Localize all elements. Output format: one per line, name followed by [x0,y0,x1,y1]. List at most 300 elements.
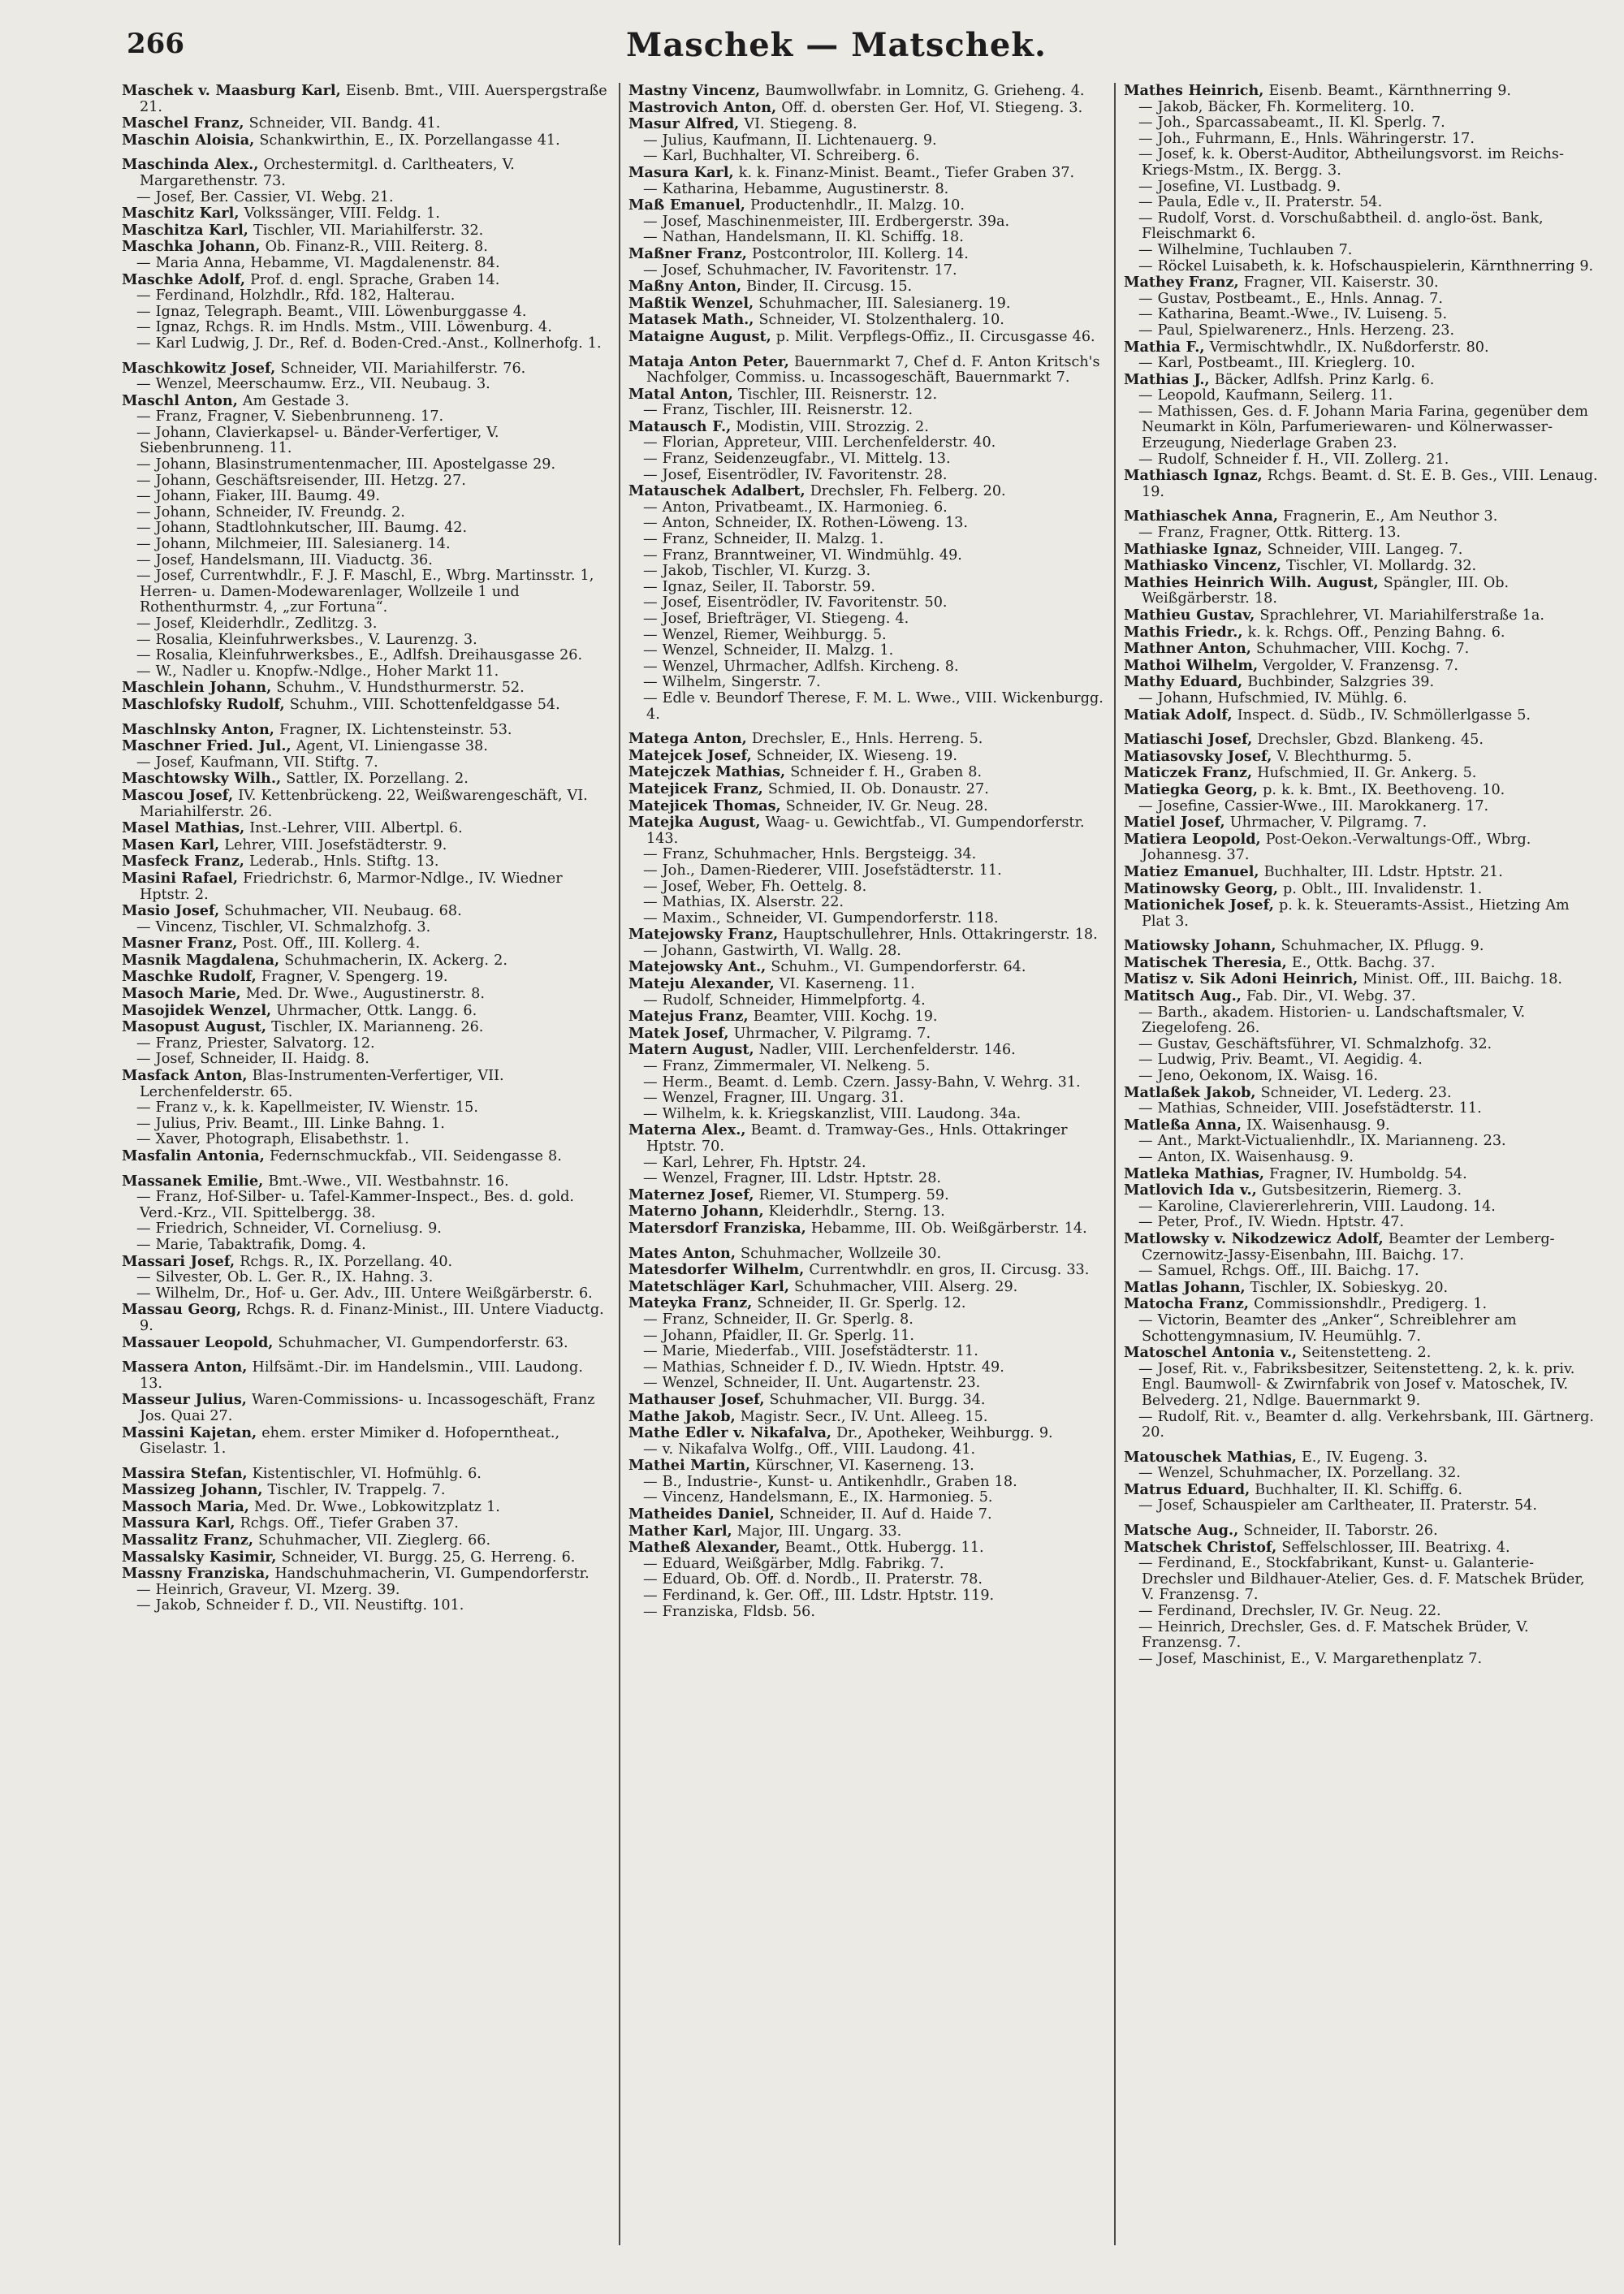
entry-text: — Franz, Schneider, II. Gr. Sperlg. 8. [643,1311,914,1328]
entry-name: Matek Josef, [628,1024,729,1042]
entry-text: — Josef, Briefträger, VI. Stiegeng. 4. [643,611,909,627]
directory-entry [628,1376,1104,1392]
directory-entry [628,1203,1104,1220]
entry-text: — Franz v., k. k. Kapellmeister, IV. Wienstr. 15. [136,1099,478,1117]
directory-entry [628,863,1104,879]
entry-name: Matejowsky Franz, [628,926,779,944]
directory-entry [1124,971,1600,988]
directory-entry [628,675,1104,691]
entry-text: Postcontrolor, III. Kollerg. 14. [751,245,969,262]
entry-name: Massanek Emilie, [122,1172,264,1190]
entry-text: — Maria Anna, Hebamme, VI. Magdalenenstr. 84. [136,254,500,271]
entry-text: Bäcker, Adlfsh. Prinz Karlg. 6. [1214,371,1435,388]
entry-name: Matiera Leopold, [1124,830,1261,848]
entry-text: — Jakob, Bäcker, Fh. Kormeliterg. 10. [1138,98,1415,115]
directory-entry [628,1409,1104,1426]
directory-entry [122,633,607,649]
directory-entry [1124,115,1600,132]
directory-entry [628,182,1104,198]
entry-name: Matejowsky Ant., [628,958,767,976]
directory-entry [122,853,607,871]
entry-text: Schneider, II. Gr. Sperlg. 12. [757,1295,966,1312]
entry-text: — Joh., Damen-Riederer, VIII. Josefstädterstr. 11. [643,862,1002,879]
directory-entry [122,305,607,321]
directory-entry [1124,1264,1600,1280]
page-header [106,28,1567,70]
entry-name: Massau Georg, [122,1301,242,1319]
directory-entry [122,1173,607,1190]
entry-text: Nadler, VIII. Lerchenfelderstr. 146. [758,1042,1016,1059]
directory-entry [122,377,607,393]
directory-entry [122,1019,607,1036]
entry-name: Matiel Josef, [1124,814,1225,832]
directory-entry [122,205,607,222]
entry-text: p. k. k. Bmt., IX. Beethoveng. 10. [1263,781,1505,798]
entry-text: Schneider, VII. Bandg. 41. [248,115,441,132]
directory-entry [122,115,607,132]
entry-text: — W., Nadler u. Knopfw.-Ndlge., Hoher Markt 11. [136,663,499,680]
entry-text: VI. Stiegeng. 8. [744,116,857,133]
directory-entry [1124,404,1600,452]
directory-entry [122,837,607,854]
entry-text: Bauernmarkt 7, Chef d. F. Anton Kritsch's Nachfolger, Commiss. u. Incassogeschäft, Bauernmarkt 7. [646,353,1100,387]
directory-entry [1124,1215,1600,1231]
directory-entry [122,409,607,426]
directory-entry [1124,1037,1600,1053]
directory-entry [122,473,607,490]
entry-text: Uhrmacher, Ottk. Langg. 6. [276,1002,477,1019]
directory-entry [628,643,1104,659]
entry-name: Maßny Anton, [628,278,742,296]
directory-entry [1124,607,1600,624]
directory-entry [628,879,1104,896]
entry-text: p. Milit. Verpflegs-Offiz., II. Circusgasse 46. [775,328,1095,345]
entry-name: Masen Karl, [122,836,220,853]
entry-text: — Josef, Maschinenmeister, III. Erdbergerstr. 39a. [643,213,1010,230]
entry-text: — Röckel Luisabeth, k. k. Hofschauspielerin, Kärnthnerring 9. [1138,257,1594,274]
entry-text: Schneider, VI. Burgg. 25, G. Herreng. 6. [281,1549,576,1566]
entry-name: Mathia F., [1124,338,1205,356]
directory-entry [628,1557,1104,1573]
entry-text: — Wilhelm, Dr., Hof- u. Ger. Adv., III. Untere Weißgärberstr. 6. [136,1285,593,1302]
entry-name: Mathy Eduard, [1124,673,1243,691]
entry-text: — B., Industrie-, Kunst- u. Antikenhdlr., Graben 18. [643,1473,1017,1490]
directory-entry [628,1588,1104,1605]
entry-text: — Josef, Weber, Fh. Oettelg. 8. [643,878,867,895]
entry-text: — Josef, Kleiderhdlr., Zedlitzg. 3. [136,616,378,632]
directory-entry [628,628,1104,644]
entry-text: Currentwhdlr. en gros, II. Circusg. 33. [809,1262,1090,1279]
directory-entry [122,953,607,970]
entry-name: Matetschläger Karl, [628,1277,789,1295]
directory-entry [628,100,1104,117]
entry-name: Maschek v. Maasburg Karl, [122,83,341,99]
entry-text: — Josef, Rit. v., Fabriksbesitzer, Seitenstetteng. 2, k. k. priv. Engl. Baumwoll- & Zwirnfabrik von Josef v. Matoschek, IV. Belvederg. 21, Ndlge. Bauernmarkt 9. [1138,1360,1575,1409]
entry-text: — Jeno, Oekonom, IX. Waisg. 16. [1138,1068,1378,1085]
entry-text: — Rudolf, Vorst. d. Vorschußabtheil. d. anglo-öst. Bank, Fleischmarkt 6. [1138,210,1544,243]
directory-entry [1124,1449,1600,1467]
entry-text: Bmt.-Wwe., VII. Westbahnstr. 16. [268,1173,509,1190]
entry-name: Matejicek Thomas, [628,797,781,814]
entry-text: Schneider, VII. Mariahilferstr. 76. [280,360,526,377]
directory-entry [1124,508,1600,525]
entry-name: Mather Karl, [628,1522,732,1540]
entry-text: — Samuel, Rchgs. Off., III. Baichg. 17. [1138,1263,1419,1280]
entry-text: — Franz, Seidenzeugfabr., VI. Mittelg. 13. [643,451,951,468]
entry-text: Kleiderhdlr., Sterng. 13. [768,1203,945,1220]
directory-entry [122,1566,607,1583]
directory-entry [122,1302,607,1334]
directory-entry [122,1392,607,1424]
entry-text: — Rudolf, Rit. v., Beamter d. allg. Verkehrsbank, III. Gärtnerg. 20. [1138,1408,1594,1441]
directory-entry [122,1466,607,1483]
directory-entry [628,1187,1104,1204]
entry-name: Masfalin Antonia, [122,1147,265,1164]
entry-text: Seitenstetteng. 2. [1302,1345,1432,1362]
entry-name: Mastrovich Anton, [628,98,777,116]
entry-name: Matausch F., [628,417,732,435]
entry-text: p. Oblt., III. Invalidenstr. 1. [1283,880,1483,897]
directory-entry [628,1442,1104,1458]
entry-text: Orchestermitgl. d. Carltheaters, V. Margarethenstr. 73. [140,157,515,189]
entry-name: Mationichek Josef, [1124,896,1274,914]
directory-entry [122,935,607,953]
directory-entry [1124,1150,1600,1166]
entry-text: — Rudolf, Schneider f. H., VII. Zollerg. 21. [1138,451,1449,468]
directory-entry [1124,1345,1600,1362]
directory-entry [122,986,607,1003]
entry-text: — Jakob, Tischler, VI. Kurzg. 3. [643,563,871,580]
entry-text: — Wenzel, Meerschaumw. Erz., VII. Neubaug. 3. [136,376,490,393]
entry-text: — Josef, Schuhmacher, IV. Favoritenstr. 17. [643,261,957,279]
directory-entry [122,648,607,664]
entry-text: Kistentischler, VI. Hofmühlg. 6. [252,1465,482,1482]
directory-entry [1124,195,1600,211]
entry-text: — Marie, Tabaktrafik, Domg. 4. [136,1236,366,1253]
directory-entry [122,969,607,986]
directory-entry [1124,274,1600,292]
entry-name: Maschitz Karl, [122,205,240,222]
directory-entry [122,489,607,505]
entry-name: Matocha Franz, [1124,1295,1250,1313]
entry-name: Maschkowitz Josef, [122,359,276,377]
entry-name: Massari Josef, [122,1252,235,1270]
directory-entry [628,1425,1104,1442]
entry-text: Schuhmacherin, IX. Ackerg. 2. [284,952,508,969]
entry-text: Handschuhmacherin, VI. Gumpendorferstr. [274,1566,590,1583]
entry-name: Mathner Anton, [1124,640,1251,658]
entry-text: Schuhmacher, VI. Gumpendorferstr. 63. [278,1334,568,1351]
entry-name: Maßtik Wenzel, [628,294,754,312]
entry-text: Eisenb. Beamt., Kärnthnerring 9. [1268,83,1511,99]
entry-text: — Mathissen, Ges. d. F. Johann Maria Farina, gegenüber dem Neumarkt in Köln, Parfumeriewaren- und Kölnerwasser-Erzeugung, Niederlage Graben 23. [1138,403,1588,452]
entry-text: Tischler, VII. Mariahilferstr. 32. [253,222,484,239]
directory-entry [1124,1101,1600,1117]
entry-text: Med. Dr. Wwe., Lobkowitzplatz 1. [254,1498,500,1515]
directory-entry [628,1540,1104,1557]
directory-entry [122,288,607,305]
entry-text: Buchbinder, Salzgries 39. [1247,674,1435,691]
entry-name: Maschel Franz, [122,114,244,132]
directory-entry [122,920,607,936]
directory-entry [628,133,1104,149]
entry-text: Tischler, IV. Trappelg. 7. [267,1482,446,1499]
entry-text: — Franz, Fragner, V. Siebenbrunneng. 17. [136,408,444,426]
entry-text: Drechsler, E., Hnls. Herreng. 5. [751,731,983,748]
entry-text: — Ant., Markt-Victualienhdlr., IX. Marianneng. 23. [1138,1133,1506,1150]
directory-entry [122,616,607,633]
entry-name: Maschlnsky Anton, [122,720,274,738]
directory-entry [1124,765,1600,782]
entry-name: Matheß Alexander, [628,1539,780,1557]
entry-name: Maschke Rudolf, [122,968,257,986]
column-3 [1114,83,1600,2245]
directory-entry [1124,1482,1600,1499]
directory-entry [122,1238,607,1254]
entry-name: Matern August, [628,1041,754,1059]
directory-entry [122,361,607,378]
directory-entry [628,403,1104,419]
entry-text: Beamt., Ottk. Hubergg. 11. [784,1540,984,1557]
entry-text: Beamter, VIII. Kochg. 19. [753,1009,938,1026]
entry-name: Masio Josef, [122,902,220,920]
entry-text: — Ferdinand, Holzhdlr., Rfd. 182, Halterau. [136,287,456,305]
entry-text: Schuhmacher, VIII. Kochg. 7. [1256,641,1470,658]
directory-entry [1124,674,1600,691]
entry-text: Lederab., Hnls. Stiftg. 13. [248,853,439,871]
directory-entry [628,83,1104,100]
entry-text: — Josef, Eisentrödler, IV. Favoritenstr. 50. [643,594,948,611]
directory-entry [122,788,607,820]
entry-name: Mathis Friedr., [1124,623,1243,641]
entry-text: Drechsler, Gbzd. Blankeng. 45. [1257,732,1484,749]
entry-text: Tischler, VI. Mollardg. 32. [1286,558,1477,575]
entry-text: Agent, VI. Liniengasse 38. [296,738,488,755]
entry-name: Matsche Aug., [1124,1522,1239,1540]
entry-text: Productenhdlr., II. Malzg. 10. [749,197,965,214]
entry-text: — Joh., Fuhrmann, E., Hnls. Währingerstr. 17. [1138,130,1475,147]
directory-entry [628,814,1104,847]
directory-entry [122,1068,607,1100]
directory-entry [628,748,1104,765]
entry-text: Vermischtwhdlr., IX. Nußdorferstr. 80. [1209,339,1489,356]
directory-entry [628,1279,1104,1296]
entry-text: Schuhmacher, III. Salesianerg. 19. [758,295,1011,312]
entry-name: Mateyka Franz, [628,1294,753,1312]
entry-text: — Johann, Milchmeier, III. Salesianerg. 14. [136,536,451,553]
entry-name: Maschner Fried. Jul., [122,737,292,755]
entry-name: Matschek Christof, [1124,1538,1277,1556]
entry-name: Mathey Franz, [1124,274,1239,292]
entry-name: Matiasovsky Josef, [1124,747,1272,765]
entry-name: Matejczek Mathias, [628,763,786,781]
entry-name: Masel Mathias, [122,819,245,837]
entry-text: — Maxim., Schneider, VI. Gumpendorferstr. 118. [643,909,999,927]
directory-entry [628,532,1104,548]
directory-entry [1124,323,1600,339]
directory-entry [122,820,607,837]
entry-text: E., IV. Eugeng. 3. [1301,1449,1428,1466]
page-number: 266 [127,28,184,60]
entry-text: IX. Waisenhausg. 9. [1246,1117,1390,1134]
entry-name: Mathiaschek Anna, [1124,508,1279,525]
entry-name: Mathies Heinrich Wilh. August, [1124,573,1379,591]
entry-text: — Ferdinand, k. Ger. Off., III. Ldstr. Hptstr. 119. [643,1588,995,1605]
directory-entry [1124,955,1600,972]
entry-text: — Josefine, Cassier-Wwe., III. Marokkanerg. 17. [1138,797,1489,814]
directory-entry [122,771,607,788]
directory-entry [122,1499,607,1516]
entry-name: Matega Anton, [628,730,747,748]
entry-text: Schuhmacher, VII. Burgg. 34. [769,1391,986,1408]
entry-text: — Franz, Zimmermaler, VI. Nelkeng. 5. [643,1058,931,1075]
directory-entry [628,149,1104,165]
entry-text: — Ignaz, Telegraph. Beamt., VIII. Löwenburggasse 4. [136,303,527,320]
directory-entry [1124,1052,1600,1069]
directory-entry [1124,147,1600,179]
directory-entry [628,731,1104,748]
entry-text: Med. Dr. Wwe., Augustinerstr. 8. [245,986,485,1003]
entry-name: Masfack Anton, [122,1067,248,1085]
entry-name: Mascou Josef, [122,786,234,804]
entry-text: — Ferdinand, E., Stockfabrikant, Kunst- u. Galanterie-Drechsler und Bildhauer-Atelier, Ges. d. F. Matschek Brüder, V. Franzensg. 7. [1138,1555,1585,1604]
entry-name: Materna Alex., [628,1121,746,1139]
entry-text: — Johann, Gastwirth, VI. Wallg. 28. [643,942,901,959]
entry-text: IV. Kettenbrückeng. 22, Weißwarengeschäft, VI. Mariahilferstr. 26. [140,787,588,820]
entry-text: — Marie, Miederfab., VIII. Josefstädterstr. 11. [643,1343,978,1360]
directory-entry [1124,732,1600,749]
entry-text: — Paul, Spielwarenerz., Hnls. Herzeng. 23. [1138,322,1455,339]
entry-text: k. k. Rchgs. Off., Penzing Bahng. 6. [1247,624,1505,641]
entry-text: Kürschner, VI. Kaserneng. 13. [755,1458,974,1475]
entry-text: Prof. d. engl. Sprache, Graben 14. [250,271,500,288]
directory-entry [1124,1085,1600,1102]
entry-name: Massira Stefan, [122,1464,248,1482]
directory-entry [1124,452,1600,469]
directory-entry [628,1009,1104,1026]
entry-text: Federnschmuckfab., VII. Seidengasse 8. [269,1148,562,1164]
entry-text: Schneider, IV. Gr. Neug. 28. [785,797,988,814]
entry-text: Beamt. d. Tramway-Ges., Hnls. Ottakringer Hptstr. 70. [646,1122,1068,1155]
directory-entry [628,1171,1104,1187]
directory-entry [1124,575,1600,607]
entry-name: Matlaßek Jakob, [1124,1083,1256,1101]
entry-name: Massalsky Kasimir, [122,1548,277,1566]
entry-text: Drechsler, Fh. Felberg. 20. [810,483,1006,500]
directory-entry [1124,1604,1600,1620]
directory-entry [628,1572,1104,1588]
directory-entry [628,329,1104,346]
directory-entry [122,903,607,920]
entry-text: — Vincenz, Tischler, VI. Schmalzhofg. 3. [136,918,431,935]
entry-text: Uhrmacher, V. Pilgramg. 7. [733,1025,931,1042]
directory-entry [628,1262,1104,1279]
directory-entry [628,911,1104,927]
entry-name: Mathiaske Ignaz, [1124,540,1263,558]
entry-name: Massizeg Johann, [122,1481,263,1499]
entry-text: — Herm., Beamt. d. Lemb. Czern. Jassy-Bahn, V. Wehrg. 31. [643,1074,1081,1091]
entry-name: Mathes Heinrich, [1124,83,1264,99]
entry-name: Maternez Josef, [628,1186,754,1203]
directory-entry [628,976,1104,993]
entry-text: — Johann, Clavierkapsel- u. Bänder-Verfertiger, V. Siebenbrunneng. 11. [136,424,499,457]
entry-text: Modistin, VIII. Strozzig. 2. [736,418,929,435]
directory-entry [122,1482,607,1499]
entry-text: Hufschmied, II. Gr. Ankerg. 5. [1257,765,1477,782]
entry-text: — Victorin, Beamter des „Anker“, Schreiblehrer am Schottengymnasium, IV. Heumühlg. 7. [1138,1311,1517,1345]
entry-text: — Franz, Branntweiner, VI. Windmühlg. 49. [643,546,962,564]
entry-text: — Heinrich, Graveur, VI. Mzerg. 39. [136,1581,400,1598]
directory-entry [628,1605,1104,1621]
directory-entry [122,553,607,569]
entry-text: Schneider, VI. Stolzenthalerg. 10. [758,312,1004,329]
directory-entry [1124,1410,1600,1441]
entry-name: Maschlein Johann, [122,679,272,697]
entry-text: — Karl, Postbeamt., III. Krieglerg. 10. [1138,355,1415,372]
directory-entry [628,959,1104,976]
entry-text: — Mathias, Schneider, VIII. Josefstädterstr. 11. [1138,1100,1482,1117]
directory-entry [628,1107,1104,1123]
directory-entry [628,1295,1104,1312]
entry-name: Mathei Martin, [628,1457,751,1475]
directory-entry [122,568,607,616]
entry-text: Sprachlehrer, VI. Mariahilferstraße 1a. [1259,607,1544,624]
entry-name: Massini Kajetan, [122,1423,257,1441]
entry-text: V. Blechthurmg. 5. [1276,748,1412,765]
directory-entry [1124,339,1600,356]
directory-entry [1124,1182,1600,1199]
entry-text: Riemer, VI. Stumperg. 59. [758,1186,949,1203]
entry-name: Matouschek Mathias, [1124,1448,1297,1466]
entry-text: — Josef, Currentwhdlr., F. J. F. Maschl, E., Wbrg. Martinsstr. 1, Herren- u. Damen-Modewarenlager, Wollzeile 1 und Rothenthurmstr. 4, „zur Fortuna“. [136,568,594,616]
directory-entry [1124,243,1600,259]
directory-entry [628,580,1104,596]
entry-text: Schneider, VIII. Langeg. 7. [1267,541,1463,558]
directory-entry [628,165,1104,182]
entry-name: Masojidek Wenzel, [122,1001,272,1019]
entry-text: — Eduard, Weißgärber, Mdlg. Fabrikg. 7. [643,1555,944,1572]
directory-entry [628,1344,1104,1360]
entry-text: — Mathias, Schneider f. D., IV. Wiedn. Hptstr. 49. [643,1359,1004,1376]
directory-entry [628,993,1104,1009]
entry-name: Masoch Marie, [122,985,241,1003]
entry-name: Matitsch Aug., [1124,987,1242,1005]
directory-entry [628,611,1104,628]
entry-name: Matlowsky v. Nikodzewicz Adolf, [1124,1229,1384,1247]
entry-text: Fragnerin, E., Am Neuthor 3. [1283,508,1498,525]
directory-entry [122,871,607,903]
entry-name: Mathoi Wilhelm, [1124,656,1259,674]
directory-entry [628,1475,1104,1491]
entry-text: — Franz, Priester, Salvatorg. 12. [136,1035,375,1052]
directory-entry [122,1286,607,1303]
entry-text: — Wenzel, Schuhmacher, IX. Porzellang. 32. [1138,1465,1461,1482]
directory-entry [122,320,607,336]
entry-name: Massalitz Franz, [122,1531,253,1549]
entry-text: — Wilhelm, Singerstr. 7. [643,674,821,691]
directory-entry [1124,749,1600,766]
directory-entry [1124,624,1600,642]
entry-text: Schuhmacher, IX. Pflugg. 9. [1281,938,1484,955]
directory-entry [628,263,1104,279]
entry-text: — Ferdinand, Drechsler, IV. Gr. Neug. 22. [1138,1603,1441,1620]
entry-text: — Josef, Schauspieler am Carltheater, II. Praterstr. 54. [1138,1497,1537,1514]
directory-entry [628,548,1104,564]
entry-text: — Karl, Lehrer, Fh. Hptstr. 24. [643,1154,866,1171]
entry-name: Massera Anton, [122,1359,248,1376]
directory-entry [122,1100,607,1117]
entry-text: Spängler, III. Ob. Weißgärberstr. 18. [1142,574,1510,607]
